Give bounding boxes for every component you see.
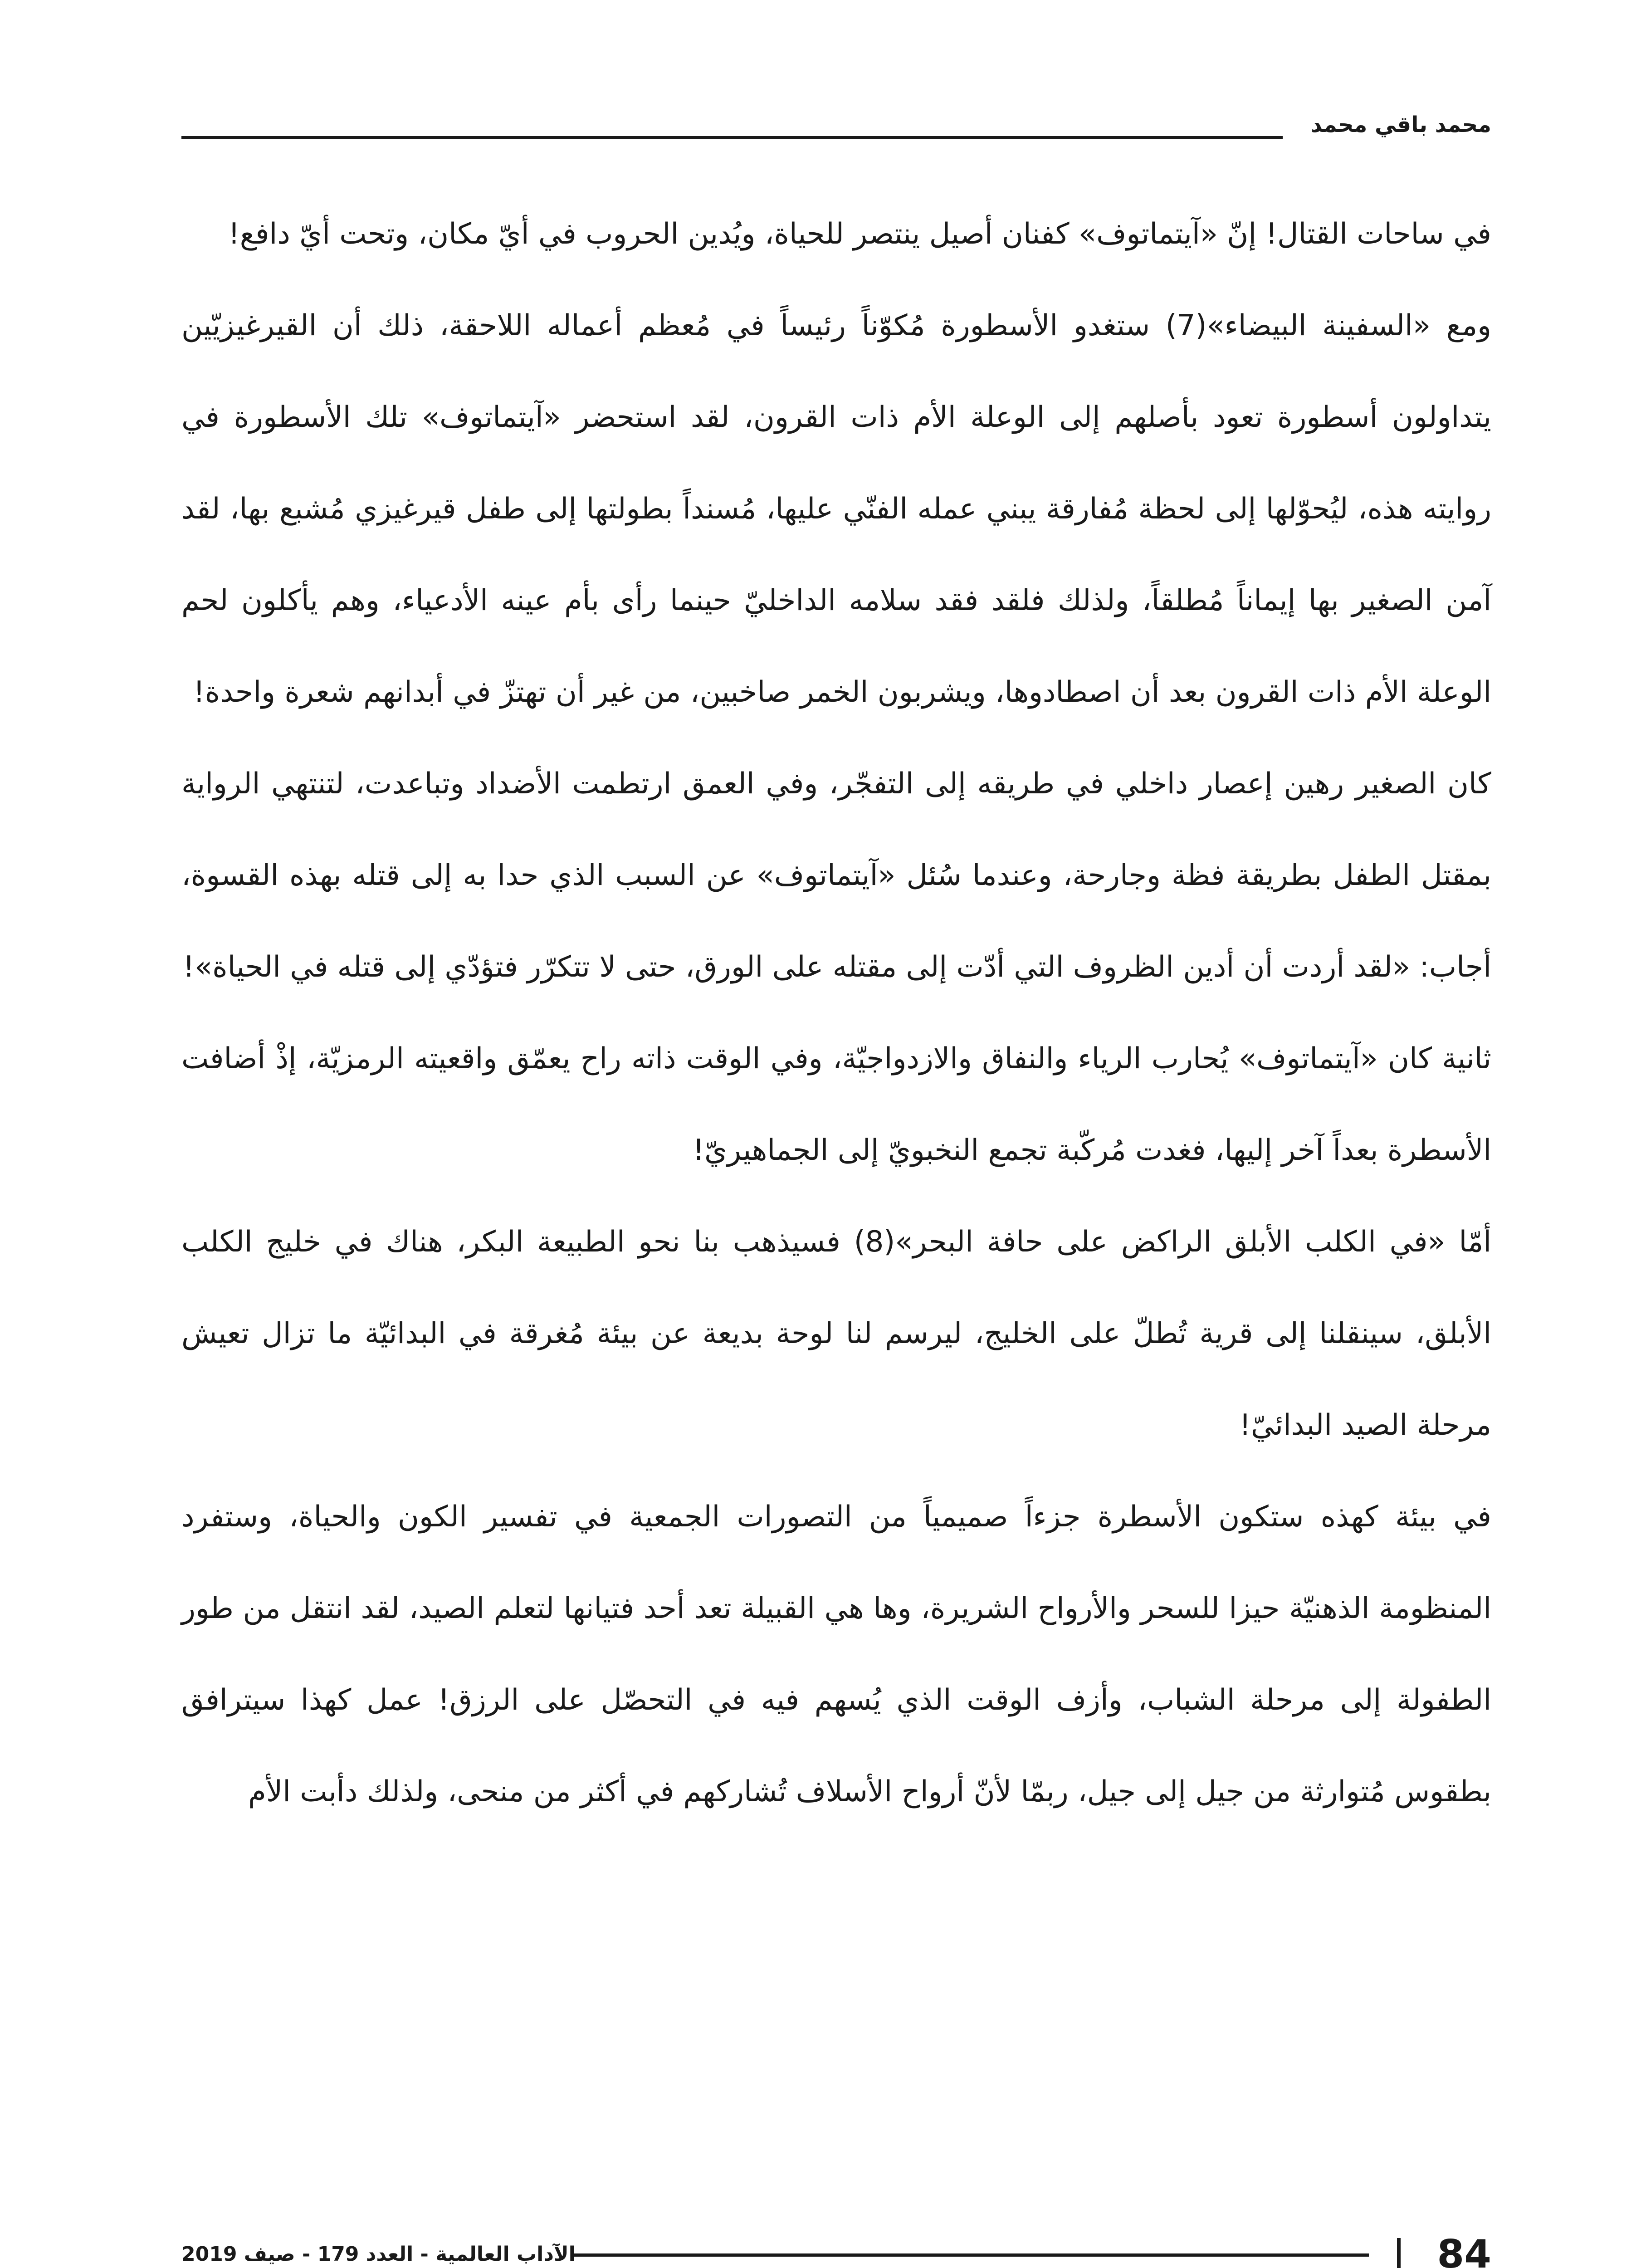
article-body <box>181 188 1491 1838</box>
footer-separator-bar <box>1397 2238 1401 2268</box>
paragraph: ثانية كان «آيتماتوف» يُحارب الرياء والنفاق والازدواجيّة، وفي الوقت ذاته راح يعمّق واقعيته الرمزيّة، إذْ أضافت الأسطرة بعداً آخر إليها، فغدت مُركّبة تجمع النخبويّ إلى الجماهيريّ! <box>181 1042 1491 1167</box>
header-author: محمد باقي محمد <box>1311 112 1491 137</box>
paragraph: في ساحات القتال! إنّ «آيتماتوف» كفنان أصيل ينتصر للحياة، ويُدين الحروب في أيّ مكان، وتحت أيّ دافع! <box>228 217 1491 251</box>
paragraph: ومع «السفينة البيضاء»(7) ستغدو الأسطورة مُكوّناً رئيساً في مُعظم أعماله اللاحقة، ذلك أن القيرغيزيّين يتداولون أسطورة تعود بأصلهم إلى الوعلة الأم ذات القرون، لقد استحضر «آيتماتوف» تلك الأسطورة في روايته هذه، ليُحوّلها إلى لحظة مُفارقة يبني عمله الفنّي عليها، مُسنداً بطولتها إلى طفل قيرغيزي مُشبع بها، لقد آمن الصغير بها إيماناً مُطلقاً، ولذلك فلقد فقد سلامه الداخليّ حينما رأى بأم عينه الأدعياء، وهم يأكلون لحم الوعلة الأم ذات القرون بعد أن اصطادوها، ويشربون الخمر صاخبين، من غير أن تهتزّ في أبدانهم شعرة واحدة! <box>181 309 1492 709</box>
paragraph: في بيئة كهذه ستكون الأسطرة جزءاً صميمياً من التصورات الجمعية في تفسير الكون والحياة، وستفرد المنظومة الذهنيّة حيزا للسحر والأرواح الشريرة، وها هي القبيلة تعد أحد فتيانها لتعلم الصيد، لقد انتقل من طور الطفولة إلى مرحلة الشباب، وأزف الوقت الذي يُسهم فيه في التحصّل على الرزق! عمل كهذا سيترافق بطقوس مُتوارثة من جيل إلى جيل، ربمّا لأنّ أرواح الأسلاف تُشاركهم في أكثر من منحى، ولذلك دأبت الأم <box>181 1500 1491 1809</box>
header-rule <box>181 136 1283 139</box>
running-header <box>181 109 1491 150</box>
page-number: 84 <box>1437 2232 1491 2268</box>
paragraph: أمّا «في الكلب الأبلق الراكض على حافة البحر»(8) فسيذهب بنا نحو الطبيعة البكر، هناك في خليج الكلب الأبلق، سينقلنا إلى قرية تُطلّ على الخليج، ليرسم لنا لوحة بديعة عن بيئة مُغرقة في البدائيّة ما تزال تعيش مرحلة الصيد البدائيّ! <box>181 1225 1492 1442</box>
journal-issue-label: الآداب العالمية - العدد 179 - صيف 2019 <box>181 2243 576 2266</box>
paragraph: كان الصغير رهين إعصار داخلي في طريقه إلى التفجّر، وفي العمق ارتطمت الأضداد وتباعدت، لتنتهي الرواية بمقتل الطفل بطريقة فظة وجارحة، وعندما سُئل «آيتماتوف» عن السبب الذي حدا به إلى قتله بهذه القسوة، أجاب: «لقد أردت أن أدين الظروف التي أدّت إلى مقتله على الورق، حتى لا تتكرّر فتؤدّي إلى قتله في الحياة»! <box>181 767 1491 984</box>
footer-rule <box>571 2253 1369 2257</box>
page-footer <box>181 2232 1491 2268</box>
